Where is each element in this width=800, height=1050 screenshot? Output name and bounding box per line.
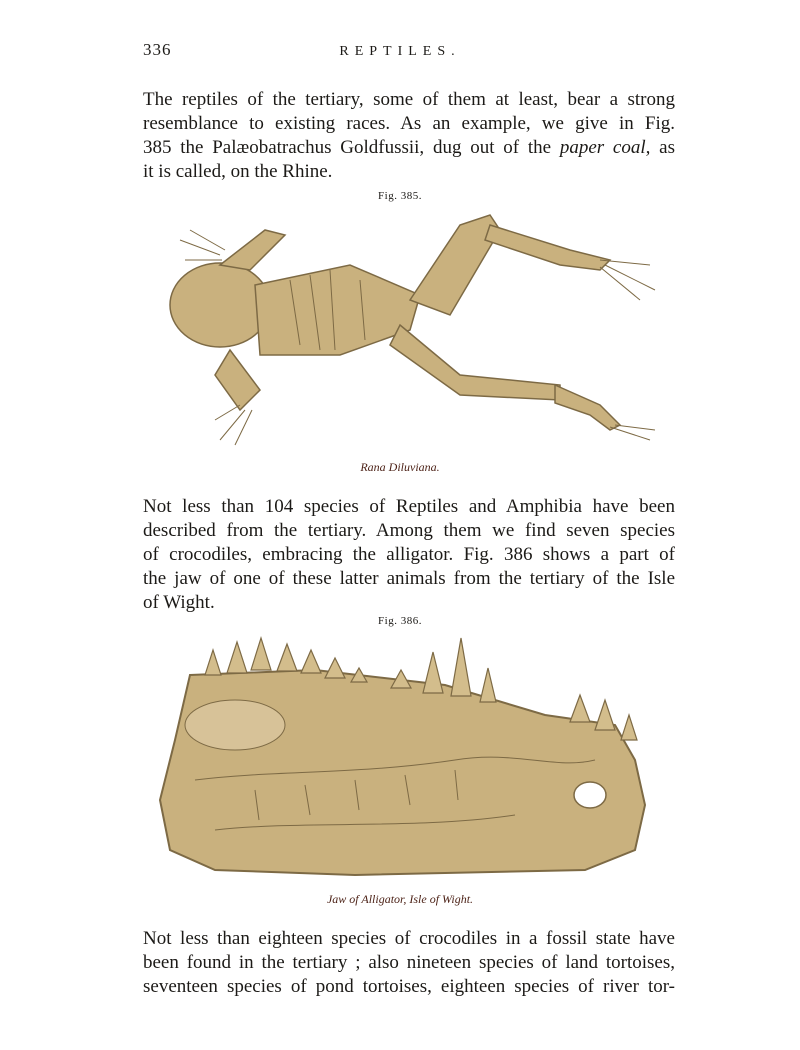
text-line: Not less than eighteen species of crocodiles in a fossil state have xyxy=(143,928,675,949)
page-number: 336 xyxy=(143,40,172,59)
frog-head xyxy=(170,263,270,347)
text-line: Not less than 104 species of Reptiles and Amphibia have been xyxy=(143,496,675,517)
text-line: seventeen species of pond tortoises, eighteen species of river tor- xyxy=(143,976,675,997)
text-line: resemblance to existing races. As an example, we give in Fig. xyxy=(143,113,675,134)
text-line: it is called, on the Rhine. xyxy=(143,161,333,182)
text-line: the jaw of one of these latter animals from the tertiary of the Isle xyxy=(143,568,675,589)
text-line: described from the tertiary. Among them we find seven species xyxy=(143,520,675,541)
alligator-jaw-illustration xyxy=(155,630,660,880)
running-head: REPTILES. xyxy=(339,44,461,59)
paragraph-2 xyxy=(143,495,675,615)
text-line: of crocodiles, embracing the alligator. Fig. 386 shows a part of xyxy=(143,544,675,565)
text-line: of Wight. xyxy=(143,592,215,613)
jaw-socket xyxy=(185,700,285,750)
text-line: The reptiles of the tertiary, some of them at least, bear a strong xyxy=(143,89,675,110)
paragraph-1 xyxy=(143,88,675,184)
emphasis-text: paper coal, xyxy=(559,137,651,158)
frog-right-arm xyxy=(215,350,260,410)
frog-left-arm xyxy=(220,230,285,270)
frog-fossil-illustration xyxy=(160,205,660,455)
frog-upper-leg xyxy=(410,215,500,315)
figure-1-label: Fig. 385. xyxy=(378,190,422,202)
figure-2-caption: Jaw of Alligator, Isle of Wight. xyxy=(326,892,474,906)
frog-lower-foot xyxy=(555,385,620,430)
paragraph-3 xyxy=(143,927,675,999)
figure-2-label: Fig. 386. xyxy=(378,615,422,627)
text-line: been found in the tertiary ; also nineteen species of land tortoises, xyxy=(143,952,675,973)
frog-upper-foot xyxy=(485,225,610,270)
jaw-cavity xyxy=(574,782,606,808)
figure-1-caption: Rana Diluviana. xyxy=(360,460,440,474)
text-run: as xyxy=(650,137,675,158)
text-run: 385 the Palæobatrachus Goldfussii, dug out of the xyxy=(143,137,552,158)
frog-lower-leg xyxy=(390,325,560,400)
text-line xyxy=(143,136,675,160)
